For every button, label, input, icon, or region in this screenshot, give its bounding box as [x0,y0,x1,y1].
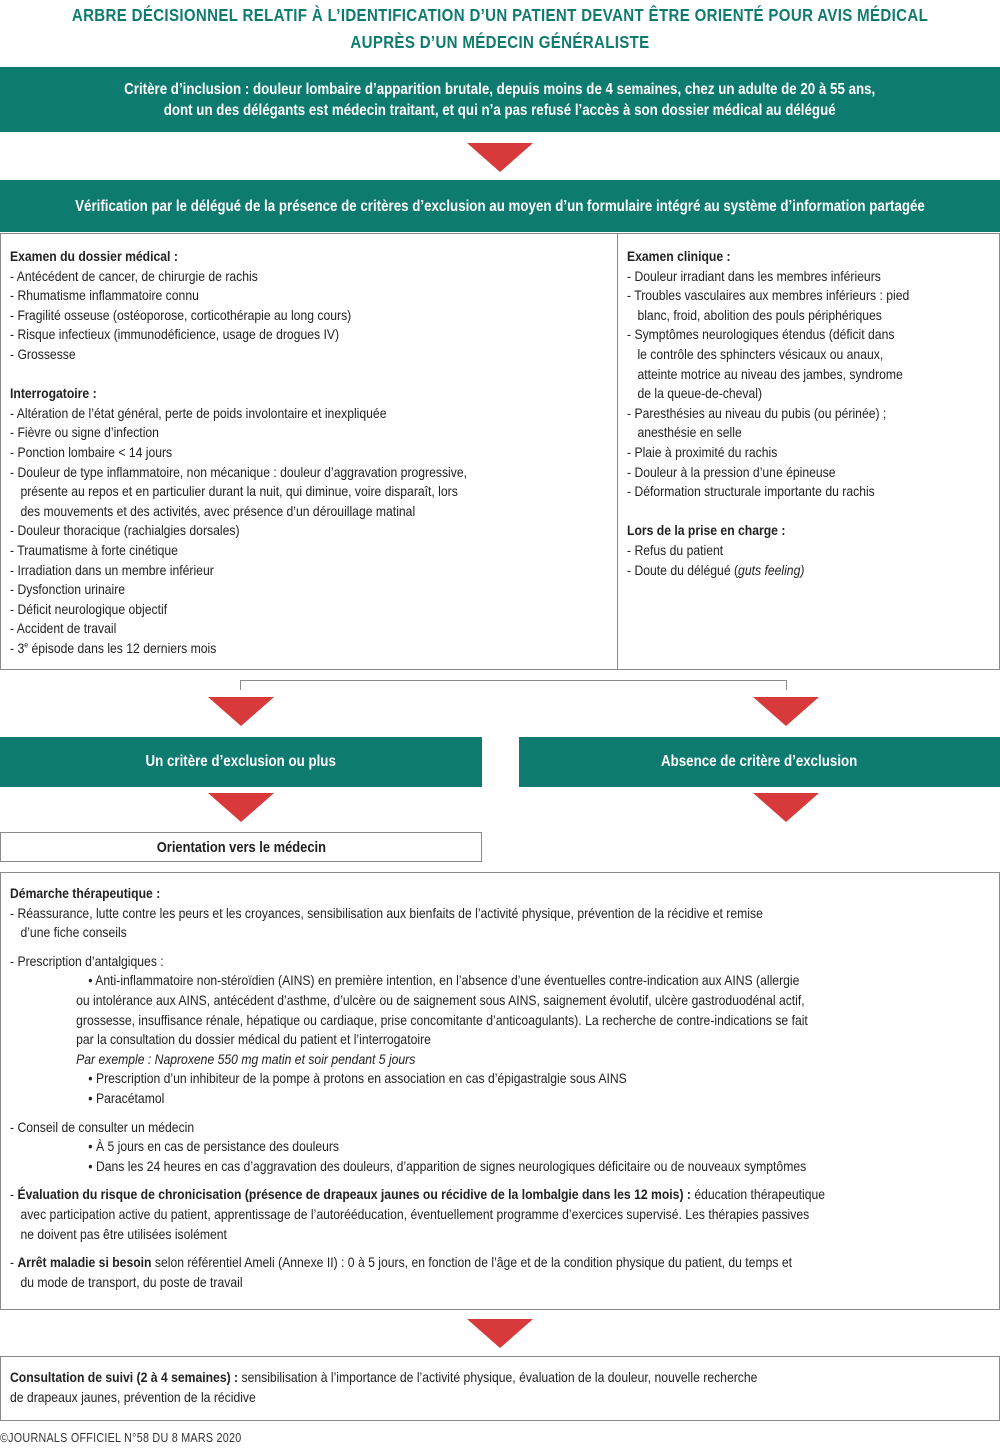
list-item: - Paresthésies au niveau du pubis (ou périnée) ; [627,404,887,421]
follow-up-box: Consultation de suivi (2 à 4 semaines) : sensibilisation à l’importance de l’activité physique, évaluation de la douleur, nouvelle recherche de drapeaux jaunes, prévention de la récidive [0,1356,1000,1421]
section-heading: Lors de la prise en charge : [627,522,786,539]
list-item: - 3e épisode dans les 12 derniers mois [10,639,217,656]
list-item: - Doute du délégué (guts feeling) [627,561,805,578]
bullet-continuation: par la consultation du dossier médical du patient et l’interrogatoire [76,1031,431,1048]
list-item-continuation: le contrôle des sphincters vésicaux ou anaux, [637,345,884,362]
list-item-continuation: blanc, froid, abolition des pouls périphériques [637,306,882,323]
exclusion-criteria-left-box [0,233,618,670]
branch-exclusion-absent: Absence de critère d’exclusion [519,737,1000,787]
inclusion-criteria-banner: Critère d’inclusion : douleur lombaire d’apparition brutale, depuis moins de 4 semaines, chez un adulte de 20 à 55 ans, dont un des délégants est médecin traitant, et qui n’a pas refusé l’accès à son dossier médical au délégué [0,67,1000,132]
list-item: - Déformation structurale importante du rachis [627,483,875,500]
list-item: - Ponction lombaire < 14 jours [10,443,173,460]
list-item: - Rhumatisme inflammatoire connu [10,287,199,304]
list-item: - Fièvre ou signe d’infection [10,424,159,441]
bullet-continuation: grossesse, insuffisance rénale, hépatique ou cardiaque, prise concomitante d’anticoagulants). La recherche de contre-indications se fait [76,1011,808,1028]
list-item: - Réassurance, lutte contre les peurs et les croyances, sensibilisation aux bienfaits de l’activité physique, prévention de la récidive et remise [10,904,763,921]
therapeutic-approach-box [0,872,1000,1310]
list-item: - Traumatisme à forte cinétique [10,541,178,558]
list-item: - Conseil de consulter un médecin [10,1118,195,1135]
list-item: - Accident de travail [10,620,117,637]
list-item: - Douleur de type inflammatoire, non mécanique : douleur d’aggravation progressive, [10,463,468,480]
list-item-continuation: des mouvements et des activités, avec présence d’un dérouillage matinal [20,502,416,519]
bullet-item: • Paracétamol [88,1089,165,1106]
down-arrow-icon [208,793,274,822]
section-heading: Examen clinique : [627,248,731,264]
list-item-continuation: de la queue-de-cheval) [637,385,763,402]
list-item: - Prescription d’antalgiques : [10,952,164,969]
list-item: - Grossesse [10,345,76,362]
bullet-item: • À 5 jours en cas de persistance des douleurs [88,1138,340,1155]
list-item-continuation: ne doivent pas être utilisées isolément [20,1225,227,1242]
list-item-continuation: avec participation active du patient, apprentissage de l’autorééducation, éventuellement programme d’exercices supervisé. Les thérapies passives [20,1205,810,1222]
list-item: - Dysfonction urinaire [10,581,126,598]
list-item: - Douleur thoracique (rachialgies dorsales) [10,522,240,539]
list-item-continuation: anesthésie en selle [637,424,742,441]
list-item: - Irradiation dans un membre inférieur [10,561,214,578]
list-item: - Déficit neurologique objectif [10,600,168,617]
down-arrow-icon [208,697,274,726]
page-title: ARBRE DÉCISIONNEL RELATIF À L’IDENTIFICATION D’UN PATIENT DEVANT ÊTRE ORIENTÉ POUR AVIS MÉDICAL AUPRÈS D’UN MÉDECIN GÉNÉRALISTE [71,5,929,52]
list-item: - Fragilité osseuse (ostéoporose, corticothérapie au long cours) [10,306,352,323]
bullet-continuation: ou intolérance aux AINS, antécédent d’asthme, d’ulcère ou de saignement sous AINS, saignement évolutif, ulcère gastroduodénal actif, [76,991,805,1008]
verification-banner: Vérification par le délégué de la présence de critères d’exclusion au moyen d’un formulaire intégré au système d’information partagée [0,180,1000,232]
section-heading: Interrogatoire : [10,385,97,402]
list-item-continuation: du mode de transport, du poste de travail [20,1273,243,1290]
exclusion-criteria-right-box [617,233,1000,670]
list-item: - Évaluation du risque de chronicisation (présence de drapeaux jaunes ou récidive de la lombalgie dans les 12 mois) : éducation thérapeutique [10,1186,826,1203]
list-item-continuation: d’une fiche conseils [20,924,127,941]
example-text: Par exemple : Naproxene 550 mg matin et soir pendant 5 jours [76,1050,416,1067]
list-item: - Plaie à proximité du rachis [627,443,778,460]
down-arrow-icon [753,793,819,822]
list-item: - Arrêt maladie si besoin selon référentiel Ameli (Annexe II) : 0 à 5 jours, en fonction de l’âge et de la condition physique du patient, du temps et [10,1254,793,1271]
list-item: - Symptômes neurologiques étendus (déficit dans [627,326,895,343]
list-item-continuation: atteinte motrice au niveau des jambes, syndrome [637,365,903,382]
list-item: - Douleur à la pression d’une épineuse [627,463,836,480]
down-arrow-icon [467,1319,533,1348]
bullet-item: • Anti-inflammatoire non-stéroïdien (AINS) en première intention, en l’absence d’une éventuelles contre-indication aux AINS (allergie [88,972,800,989]
list-item: - Refus du patient [627,541,724,558]
bullet-item: • Dans les 24 heures en cas d’aggravation des douleurs, d’apparition de signes neurologiques déficitaire ou de nouveaux symptômes [88,1157,807,1174]
list-item: - Altération de l’état général, perte de poids involontaire et inexpliquée [10,404,387,421]
list-item: - Douleur irradiant dans les membres inférieurs [627,267,881,284]
section-heading: Démarche thérapeutique : [10,885,161,901]
bullet-item: • Prescription d’un inhibiteur de la pompe à protons en association en cas d’épigastralgie sous AINS [88,1070,627,1087]
down-arrow-icon [467,143,533,172]
section-heading: Examen du dossier médical : [10,248,178,264]
list-item: - Antécédent de cancer, de chirurgie de rachis [10,267,258,284]
branch-connector [240,680,787,690]
branch-exclusion-present: Un critère d’exclusion ou plus [0,737,482,787]
list-item: - Troubles vasculaires aux membres inférieurs : pied [627,287,910,304]
list-item: - Risque infectieux (immunodéficience, usage de drogues IV) [10,326,340,343]
list-item-continuation: présente au repos et en particulier durant la nuit, qui diminue, voire disparaît, lors [20,483,458,500]
orientation-box: Orientation vers le médecin [0,832,482,862]
down-arrow-icon [753,697,819,726]
copyright-footer: ©JOURNALS OFFICIEL N°58 DU 8 MARS 2020 [0,1431,242,1445]
